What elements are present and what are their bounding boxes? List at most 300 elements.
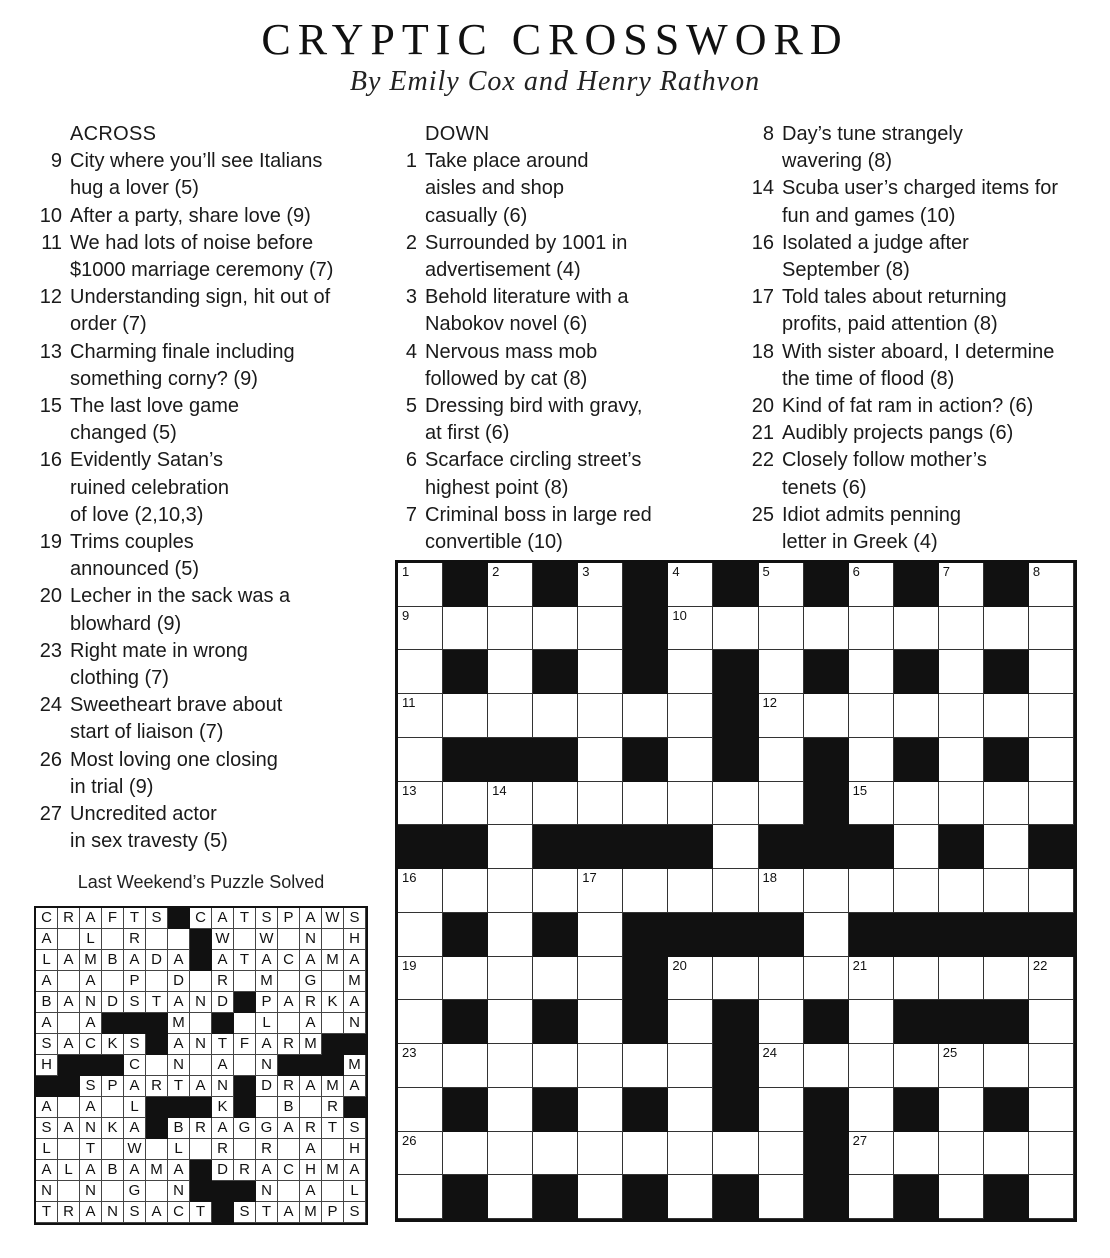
grid-cell[interactable]: [713, 957, 758, 1001]
grid-cell[interactable]: [849, 607, 894, 651]
grid-black-square: [1029, 825, 1074, 869]
grid-cell[interactable]: [578, 1132, 623, 1176]
solved-letter-cell: F: [234, 1034, 256, 1055]
solved-letter-cell: [190, 1055, 212, 1076]
grid-cell[interactable]: [713, 869, 758, 913]
down-clue-number: 3: [405, 286, 417, 309]
solved-letter-cell: A: [344, 1076, 366, 1097]
grid-cell[interactable]: [668, 1000, 713, 1044]
down-clue-text-line: Audibly projects pangs (6): [782, 422, 1014, 445]
across-clue-number: 19: [39, 531, 62, 554]
grid-cell[interactable]: [849, 1000, 894, 1044]
grid-black-square: [984, 563, 1029, 607]
grid-cell[interactable]: [668, 650, 713, 694]
grid-cell[interactable]: [623, 694, 668, 738]
clue-number-label: 2: [492, 564, 500, 579]
solved-black-square: [234, 1076, 256, 1097]
grid-cell[interactable]: [398, 782, 443, 826]
grid-cell[interactable]: [398, 869, 443, 913]
down-clue-text-line: Surrounded by 1001 in: [425, 231, 628, 254]
grid-cell[interactable]: [398, 957, 443, 1001]
solved-letter-cell: A: [168, 1034, 190, 1055]
solved-letter-cell: A: [124, 1076, 146, 1097]
grid-cell[interactable]: [759, 869, 804, 913]
grid-black-square: [668, 913, 713, 957]
grid-cell[interactable]: [533, 1132, 578, 1176]
grid-cell[interactable]: [623, 782, 668, 826]
grid-cell[interactable]: [894, 1132, 939, 1176]
grid-cell[interactable]: [488, 650, 533, 694]
grid-cell[interactable]: [759, 1175, 804, 1219]
down-clue-text-line: Isolated a judge after: [782, 231, 969, 254]
across-clue-text-line: Evidently Satan’s: [70, 449, 224, 472]
grid-cell[interactable]: [398, 607, 443, 651]
grid-cell[interactable]: [939, 869, 984, 913]
grid-cell[interactable]: [939, 957, 984, 1001]
grid-cell[interactable]: [759, 1044, 804, 1088]
grid-cell[interactable]: [578, 957, 623, 1001]
grid-black-square: [984, 913, 1029, 957]
across-clue-number: 16: [39, 449, 62, 472]
solved-letter-cell: [146, 971, 168, 992]
grid-cell[interactable]: [668, 1044, 713, 1088]
grid-cell[interactable]: [939, 1175, 984, 1219]
grid-black-square: [713, 738, 758, 782]
solved-letter-cell: N: [80, 1118, 102, 1139]
grid-cell[interactable]: [1029, 563, 1074, 607]
clue-number-label: 24: [762, 1045, 777, 1061]
grid-cell[interactable]: [759, 650, 804, 694]
grid-black-square: [533, 1000, 578, 1044]
grid-cell[interactable]: [849, 782, 894, 826]
across-clue-number: 26: [39, 748, 62, 771]
solved-letter-cell: L: [36, 950, 58, 971]
solved-letter-cell: [256, 1097, 278, 1118]
solved-letter-cell: N: [80, 1181, 102, 1202]
grid-cell[interactable]: [488, 782, 533, 826]
grid-black-square: [623, 563, 668, 607]
grid-cell[interactable]: [443, 1044, 488, 1088]
grid-black-square: [713, 1088, 758, 1132]
grid-cell[interactable]: [939, 563, 984, 607]
grid-cell[interactable]: [668, 607, 713, 651]
grid-cell[interactable]: [1029, 607, 1074, 651]
solved-black-square: [212, 1181, 234, 1202]
across-clue-12: [28, 284, 368, 338]
solved-letter-cell: R: [212, 1139, 234, 1160]
down-clue-number: 4: [405, 340, 417, 363]
grid-cell[interactable]: [623, 1044, 668, 1088]
grid-cell[interactable]: [1029, 694, 1074, 738]
solved-letter-cell: A: [80, 1160, 102, 1181]
grid-cell[interactable]: [398, 1175, 443, 1219]
solved-letter-cell: N: [190, 1034, 212, 1055]
grid-cell[interactable]: [488, 825, 533, 869]
grid-black-square: [443, 913, 488, 957]
grid-cell[interactable]: [443, 607, 488, 651]
grid-cell[interactable]: [398, 738, 443, 782]
solved-letter-cell: [146, 1139, 168, 1160]
grid-cell[interactable]: [759, 738, 804, 782]
down-clue-text-line: highest point (8): [425, 476, 569, 499]
grid-cell[interactable]: [533, 957, 578, 1001]
down-clue-number: 18: [751, 340, 774, 363]
solved-letter-cell: M: [146, 1160, 168, 1181]
solved-letter-cell: R: [256, 1139, 278, 1160]
grid-cell[interactable]: [894, 782, 939, 826]
solved-letter-cell: T: [234, 908, 256, 929]
solved-letter-cell: S: [36, 1034, 58, 1055]
solved-letter-cell: A: [344, 1160, 366, 1181]
grid-cell[interactable]: [759, 1000, 804, 1044]
grid-cell[interactable]: [939, 1132, 984, 1176]
grid-cell[interactable]: [578, 869, 623, 913]
solved-letter-cell: A: [278, 992, 300, 1013]
grid-cell[interactable]: [849, 650, 894, 694]
solved-letter-cell: W: [124, 1139, 146, 1160]
grid-cell[interactable]: [1029, 1000, 1074, 1044]
grid-cell[interactable]: [578, 738, 623, 782]
solved-letter-cell: D: [168, 971, 190, 992]
grid-cell[interactable]: [578, 607, 623, 651]
grid-cell[interactable]: [894, 1044, 939, 1088]
solved-letter-cell: P: [256, 992, 278, 1013]
solved-letter-cell: P: [124, 971, 146, 992]
grid-cell[interactable]: [1029, 738, 1074, 782]
clue-number-label: 23: [402, 1045, 417, 1061]
grid-cell[interactable]: [623, 869, 668, 913]
grid-cell[interactable]: [1029, 1175, 1074, 1219]
grid-cell[interactable]: [939, 738, 984, 782]
grid-cell[interactable]: [488, 694, 533, 738]
across-clue-10: [28, 203, 368, 230]
down-clue-16: [740, 230, 1090, 284]
grid-cell[interactable]: [849, 738, 894, 782]
solved-letter-cell: N: [80, 992, 102, 1013]
grid-cell[interactable]: [398, 1088, 443, 1132]
solved-letter-cell: G: [256, 1118, 278, 1139]
grid-cell[interactable]: [668, 1088, 713, 1132]
grid-black-square: [984, 650, 1029, 694]
grid-cell[interactable]: [759, 782, 804, 826]
across-clue-text-line: Understanding sign, hit out of: [70, 286, 331, 309]
solved-letter-cell: M: [344, 1055, 366, 1076]
grid-cell[interactable]: [443, 869, 488, 913]
solved-puzzle-grid: [34, 906, 368, 1225]
grid-cell[interactable]: [398, 1132, 443, 1176]
grid-black-square: [984, 1000, 1029, 1044]
grid-cell[interactable]: [398, 694, 443, 738]
grid-cell[interactable]: [488, 957, 533, 1001]
across-clue-text-line: clothing (7): [70, 667, 169, 690]
down-clue-number: 7: [405, 503, 417, 526]
solved-letter-cell: R: [322, 1097, 344, 1118]
grid-cell[interactable]: [939, 1044, 984, 1088]
solved-letter-cell: A: [80, 1013, 102, 1034]
grid-cell[interactable]: [1029, 869, 1074, 913]
grid-cell[interactable]: [668, 694, 713, 738]
solved-letter-cell: [58, 971, 80, 992]
solved-black-square: [168, 1097, 190, 1118]
crossword-grid: [395, 560, 1077, 1222]
grid-black-square: [804, 738, 849, 782]
solved-black-square: [168, 908, 190, 929]
grid-cell[interactable]: [939, 650, 984, 694]
down-clue-text-line: Criminal boss in large red: [425, 503, 652, 526]
solved-black-square: [146, 1034, 168, 1055]
down-clue-4: [383, 339, 673, 393]
grid-cell[interactable]: [804, 1044, 849, 1088]
grid-cell[interactable]: [578, 694, 623, 738]
solved-letter-cell: A: [256, 1034, 278, 1055]
grid-cell[interactable]: [849, 1175, 894, 1219]
grid-black-square: [623, 738, 668, 782]
grid-cell[interactable]: [668, 1132, 713, 1176]
solved-letter-cell: B: [102, 950, 124, 971]
grid-cell[interactable]: [668, 1175, 713, 1219]
across-clue-text-line: Most loving one closing: [70, 748, 278, 771]
grid-black-square: [623, 1000, 668, 1044]
grid-cell[interactable]: [398, 1000, 443, 1044]
across-clue-number: 20: [39, 585, 62, 608]
grid-cell[interactable]: [668, 782, 713, 826]
grid-cell[interactable]: [849, 1044, 894, 1088]
solved-black-square: [344, 1097, 366, 1118]
grid-cell[interactable]: [443, 694, 488, 738]
grid-cell[interactable]: [668, 738, 713, 782]
grid-cell[interactable]: [939, 782, 984, 826]
grid-cell[interactable]: [578, 650, 623, 694]
solved-letter-cell: [146, 1181, 168, 1202]
grid-cell[interactable]: [894, 694, 939, 738]
grid-black-square: [533, 563, 578, 607]
solved-letter-cell: T: [146, 992, 168, 1013]
grid-cell[interactable]: [668, 869, 713, 913]
across-clue-11: [28, 230, 368, 284]
grid-cell[interactable]: [849, 869, 894, 913]
grid-cell[interactable]: [984, 694, 1029, 738]
grid-cell[interactable]: [578, 913, 623, 957]
down-clue-text-line: advertisement (4): [425, 259, 581, 282]
grid-cell[interactable]: [578, 1000, 623, 1044]
solved-letter-cell: L: [124, 1097, 146, 1118]
grid-cell[interactable]: [488, 563, 533, 607]
grid-cell[interactable]: [488, 1000, 533, 1044]
solved-black-square: [278, 1055, 300, 1076]
solved-letter-cell: C: [124, 1055, 146, 1076]
solved-letter-cell: P: [102, 1076, 124, 1097]
grid-black-square: [894, 1088, 939, 1132]
solved-letter-cell: T: [256, 1202, 278, 1223]
grid-cell[interactable]: [894, 869, 939, 913]
solved-letter-cell: D: [146, 950, 168, 971]
solved-black-square: [146, 1097, 168, 1118]
grid-cell[interactable]: [713, 782, 758, 826]
grid-cell[interactable]: [533, 607, 578, 651]
grid-cell[interactable]: [488, 1088, 533, 1132]
down-clue-number: 16: [751, 231, 774, 254]
grid-black-square: [533, 825, 578, 869]
grid-cell[interactable]: [488, 869, 533, 913]
grid-cell[interactable]: [578, 563, 623, 607]
solved-letter-cell: [322, 1013, 344, 1034]
solved-letter-cell: S: [344, 908, 366, 929]
solved-letter-cell: M: [300, 1034, 322, 1055]
solved-letter-cell: K: [102, 1034, 124, 1055]
grid-cell[interactable]: [713, 1132, 758, 1176]
grid-cell[interactable]: [713, 825, 758, 869]
grid-black-square: [804, 1175, 849, 1219]
grid-cell[interactable]: [488, 1044, 533, 1088]
grid-black-square: [668, 825, 713, 869]
grid-cell[interactable]: [849, 957, 894, 1001]
grid-cell[interactable]: [533, 869, 578, 913]
grid-cell[interactable]: [984, 1044, 1029, 1088]
grid-cell[interactable]: [804, 913, 849, 957]
grid-black-square: [623, 913, 668, 957]
grid-cell[interactable]: [713, 607, 758, 651]
grid-cell[interactable]: [398, 563, 443, 607]
down-clue-14: [740, 175, 1090, 229]
solved-letter-cell: M: [80, 950, 102, 971]
solved-letter-cell: B: [102, 1160, 124, 1181]
grid-cell[interactable]: [533, 782, 578, 826]
grid-cell[interactable]: [759, 607, 804, 651]
grid-cell[interactable]: [1029, 782, 1074, 826]
grid-cell[interactable]: [1029, 1088, 1074, 1132]
solved-letter-cell: P: [322, 1202, 344, 1223]
clue-number-label: 15: [852, 782, 868, 798]
grid-cell[interactable]: [1029, 957, 1074, 1001]
grid-cell[interactable]: [578, 1088, 623, 1132]
grid-cell[interactable]: [443, 1132, 488, 1176]
solved-letter-cell: A: [300, 908, 322, 929]
grid-cell[interactable]: [443, 782, 488, 826]
grid-cell[interactable]: [804, 607, 849, 651]
grid-cell[interactable]: [668, 957, 713, 1001]
solved-letter-cell: R: [146, 1076, 168, 1097]
grid-black-square: [533, 1088, 578, 1132]
down-clue-text-line: Closely follow mother’s: [782, 449, 987, 472]
grid-cell[interactable]: [939, 607, 984, 651]
solved-letter-cell: S: [344, 1118, 366, 1139]
grid-cell[interactable]: [759, 1132, 804, 1176]
clue-number-label: 11: [402, 695, 416, 711]
down-clue-text-line: fun and games (10): [782, 204, 956, 227]
solved-letter-cell: S: [344, 1202, 366, 1223]
grid-cell[interactable]: [488, 1132, 533, 1176]
solved-letter-cell: M: [300, 1202, 322, 1223]
grid-cell[interactable]: [894, 825, 939, 869]
grid-cell[interactable]: [533, 1044, 578, 1088]
solved-letter-cell: R: [300, 992, 322, 1013]
grid-cell[interactable]: [443, 957, 488, 1001]
grid-cell[interactable]: [759, 957, 804, 1001]
grid-cell[interactable]: [894, 607, 939, 651]
solved-black-square: [102, 1013, 124, 1034]
solved-black-square: [344, 1034, 366, 1055]
grid-cell[interactable]: [668, 563, 713, 607]
solved-letter-cell: [58, 1097, 80, 1118]
clue-number-label: 26: [402, 1132, 417, 1148]
solved-letter-cell: A: [300, 1181, 322, 1202]
grid-cell[interactable]: [804, 869, 849, 913]
grid-cell[interactable]: [984, 869, 1029, 913]
grid-black-square: [849, 825, 894, 869]
grid-cell[interactable]: [759, 1088, 804, 1132]
grid-cell[interactable]: [804, 694, 849, 738]
solved-letter-cell: N: [102, 1202, 124, 1223]
grid-cell[interactable]: [939, 694, 984, 738]
solved-black-square: [234, 992, 256, 1013]
down-clue-number: 22: [751, 449, 774, 472]
grid-cell[interactable]: [1029, 1132, 1074, 1176]
across-clue-27: [28, 801, 368, 855]
solved-letter-cell: R: [212, 971, 234, 992]
across-clue-number: 11: [41, 231, 62, 254]
grid-cell[interactable]: [759, 694, 804, 738]
solved-letter-cell: [190, 1139, 212, 1160]
grid-black-square: [533, 650, 578, 694]
grid-cell[interactable]: [759, 563, 804, 607]
grid-cell[interactable]: [488, 1175, 533, 1219]
grid-cell[interactable]: [984, 782, 1029, 826]
grid-cell[interactable]: [984, 825, 1029, 869]
grid-cell[interactable]: [849, 694, 894, 738]
grid-cell[interactable]: [398, 650, 443, 694]
across-clue-text-line: $1000 marriage ceremony (7): [70, 259, 334, 282]
solved-letter-cell: A: [80, 971, 102, 992]
down-clue-text-line: Scuba user’s charged items for: [782, 177, 1059, 200]
solved-letter-cell: M: [168, 1013, 190, 1034]
grid-cell[interactable]: [984, 957, 1029, 1001]
solved-letter-cell: [234, 1013, 256, 1034]
grid-cell[interactable]: [578, 782, 623, 826]
solved-letter-cell: A: [36, 1160, 58, 1181]
grid-cell[interactable]: [849, 1132, 894, 1176]
solved-letter-cell: B: [168, 1118, 190, 1139]
grid-cell[interactable]: [849, 1088, 894, 1132]
solved-letter-cell: N: [212, 1076, 234, 1097]
grid-cell[interactable]: [984, 607, 1029, 651]
grid-cell[interactable]: [894, 957, 939, 1001]
grid-cell[interactable]: [1029, 650, 1074, 694]
clue-number-label: 27: [852, 1132, 868, 1148]
grid-cell[interactable]: [623, 1132, 668, 1176]
across-clue-text-line: of love (2,10,3): [70, 503, 204, 526]
grid-cell[interactable]: [578, 1175, 623, 1219]
grid-cell[interactable]: [488, 913, 533, 957]
down-clue-25: [740, 502, 1090, 556]
grid-cell[interactable]: [578, 1044, 623, 1088]
grid-cell[interactable]: [804, 957, 849, 1001]
grid-cell[interactable]: [849, 563, 894, 607]
grid-black-square: [713, 913, 758, 957]
grid-cell[interactable]: [398, 1044, 443, 1088]
grid-cell[interactable]: [939, 1088, 984, 1132]
solved-letter-cell: A: [124, 950, 146, 971]
grid-cell[interactable]: [1029, 1044, 1074, 1088]
grid-cell[interactable]: [984, 1132, 1029, 1176]
solved-letter-cell: A: [146, 1202, 168, 1223]
solved-letter-cell: H: [36, 1055, 58, 1076]
grid-cell[interactable]: [533, 694, 578, 738]
grid-cell[interactable]: [398, 913, 443, 957]
solved-letter-cell: A: [58, 1034, 80, 1055]
down-clue-21: [740, 420, 1090, 447]
solved-letter-cell: A: [36, 929, 58, 950]
grid-cell[interactable]: [488, 607, 533, 651]
